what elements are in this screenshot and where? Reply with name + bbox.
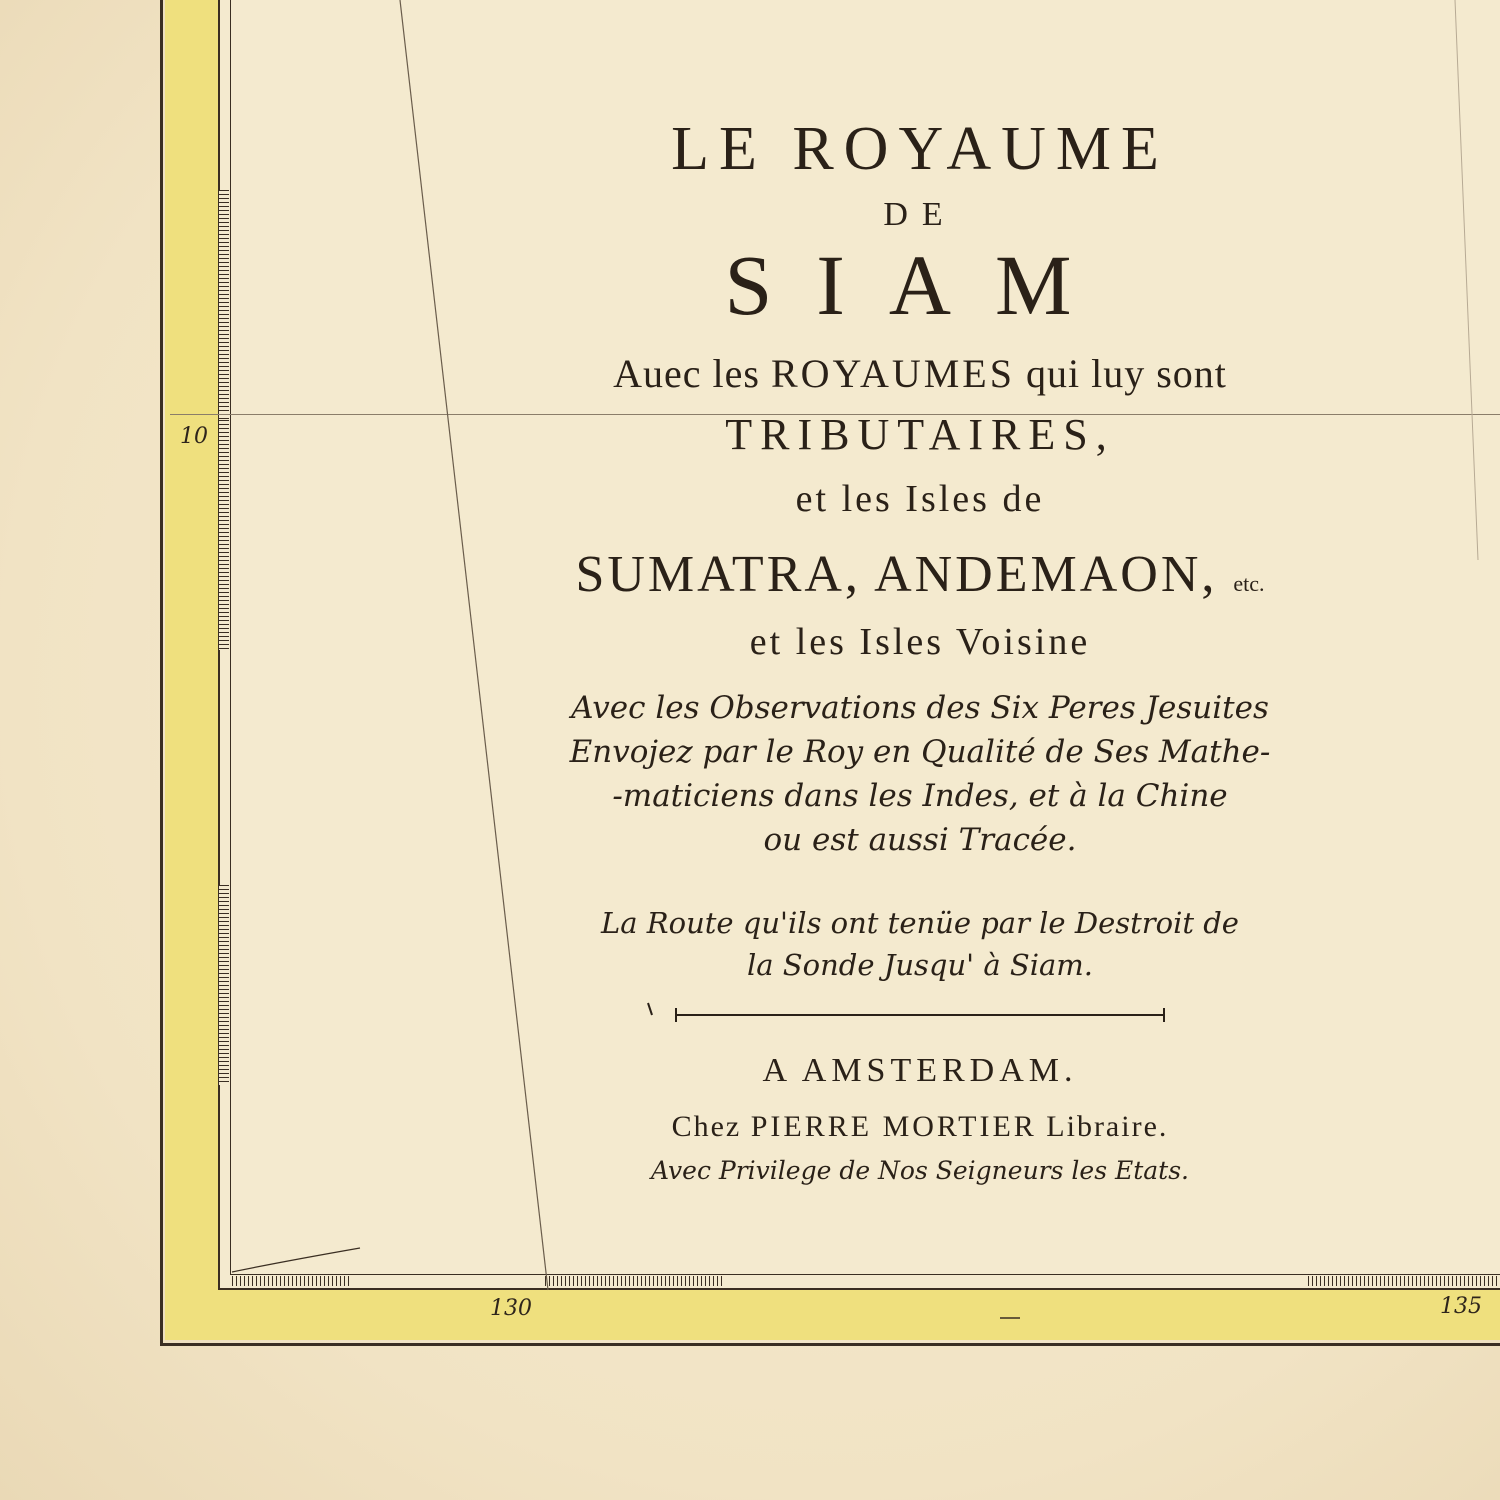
observations-line: -maticiens dans les Indes, et à la Chine	[612, 778, 1228, 814]
subtitle-royaumes	[470, 350, 1370, 397]
title-cartouche	[470, 115, 1370, 1210]
coastline-fragment	[232, 1248, 360, 1272]
subtitle-sumatra-andemaon	[470, 545, 1370, 604]
route-line: La Route qu'ils ont tenüe par le Destroit de	[601, 906, 1239, 940]
imprint-privilege: Avec Privilege de Nos Seigneurs les Etats.	[650, 1156, 1189, 1185]
longitude-label-135: 135	[1440, 1294, 1482, 1319]
route-line: la Sonde Jusqu' à Siam.	[746, 948, 1093, 982]
subtitle-prefix: Auec les	[613, 351, 760, 396]
title-line-de: DE	[883, 196, 957, 233]
decorative-rule	[675, 1014, 1165, 1016]
faint-meridian-line	[1455, 0, 1478, 560]
observations-block	[470, 686, 1370, 862]
observations-line: Envojez par le Roy en Qualité de Ses Mathe-	[569, 734, 1271, 770]
etc-text: etc.	[1233, 571, 1265, 596]
publisher-name: PIERRE MORTIER	[750, 1110, 1037, 1143]
observations-line: ou est aussi Tracée.	[763, 822, 1077, 858]
title-line-royaume: LE ROYAUME	[671, 115, 1169, 183]
sumatra-andemaon-text: SUMATRA, ANDEMAON,	[575, 546, 1218, 603]
longitude-label-130: 130	[490, 1296, 532, 1321]
subtitle-isles-voisine: et les Isles Voisine	[749, 621, 1091, 663]
title-line-siam: SIAM	[724, 237, 1116, 333]
observations-line: Avec les Observations des Six Peres Jesuites	[571, 690, 1269, 726]
route-block	[470, 902, 1370, 986]
publisher-prefix: Chez	[671, 1110, 742, 1143]
subtitle-caps: ROYAUMES	[770, 351, 1015, 396]
imprint-city: A AMSTERDAM.	[762, 1052, 1078, 1089]
latitude-label-10: 10	[180, 424, 208, 449]
subtitle-suffix: qui luy sont	[1025, 351, 1227, 396]
subtitle-isles-de: et les Isles de	[795, 478, 1045, 520]
imprint-publisher	[470, 1110, 1370, 1144]
publisher-suffix: Libraire.	[1046, 1110, 1169, 1143]
subtitle-tributaires: TRIBUTAIRES,	[725, 410, 1115, 459]
